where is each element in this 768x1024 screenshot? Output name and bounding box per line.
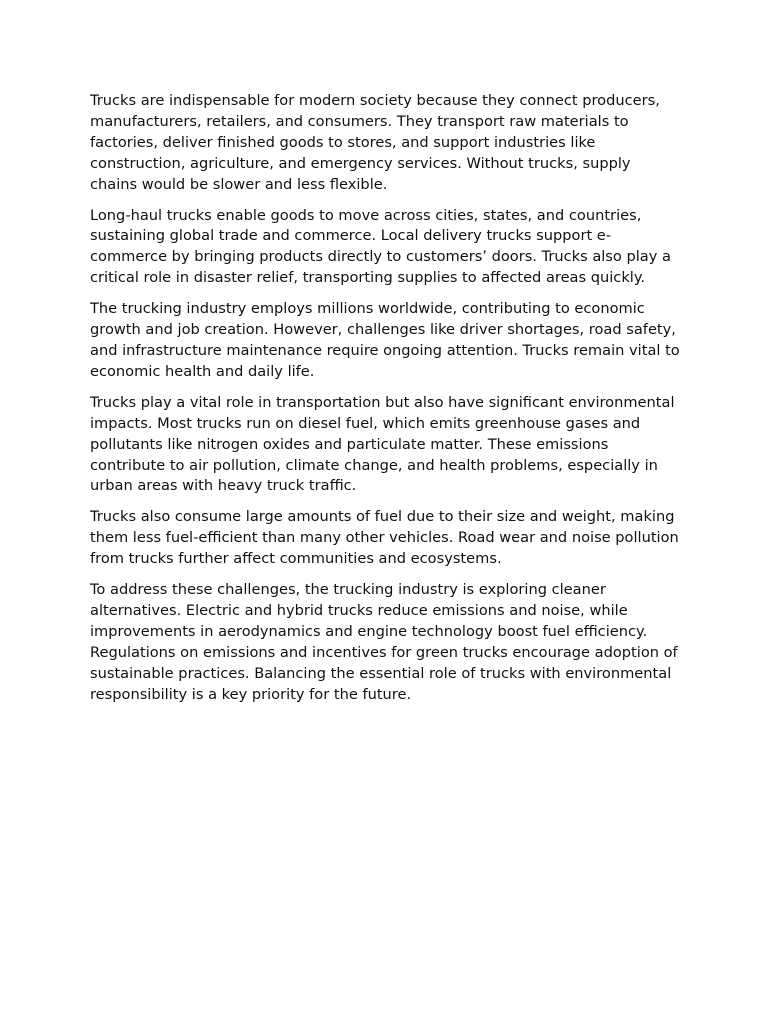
paragraph-2: Long-haul trucks enable goods to move across cities, states, and countries, sustaining global trade and commerce. Local delivery trucks support e-commerce by bringing products directly to customers’ doors. Trucks also play a critical role in disaster relief, transporting supplies to affected areas quickly.	[90, 206, 671, 287]
paragraph-6: To address these challenges, the trucking industry is exploring cleaner alternatives. Electric and hybrid trucks reduce emissions and noise, while improvements in aerodynamics and engine technology boost fuel efficiency. Regulations on emissions and incentives for green trucks encourage adoption of sustainable practices. Balancing the essential role of trucks with environmental responsibility is a key priority for the future.	[90, 581, 678, 703]
paragraph-5: Trucks also consume large amounts of fuel due to their size and weight, making them less fuel-efficient than many other vehicles. Road wear and noise pollution from trucks further affect communities and ecosystems.	[90, 508, 679, 568]
paragraph-3: The trucking industry employs millions worldwide, contributing to economic growth and job creation. However, challenges like driver shortages, road safety, and infrastructure maintenance require ongoing attention. Trucks remain vital to economic health and daily life.	[90, 300, 680, 380]
paragraph-1: Trucks are indispensable for modern society because they connect producers, manufacturers, retailers, and consumers. They transport raw materials to factories, deliver finished goods to stores, and support industries like construction, agriculture, and emergency services. Without trucks, supply chains would be slower and less flexible.	[90, 92, 660, 193]
paragraph-4: Trucks play a vital role in transportation but also have significant environmental impacts. Most trucks run on diesel fuel, which emits greenhouse gases and pollutants like nitrogen oxides and particulate matter. These emissions contribute to air pollution, climate change, and health problems, especially in urban areas with heavy truck traffic.	[90, 393, 675, 495]
document-body	[90, 91, 682, 715]
